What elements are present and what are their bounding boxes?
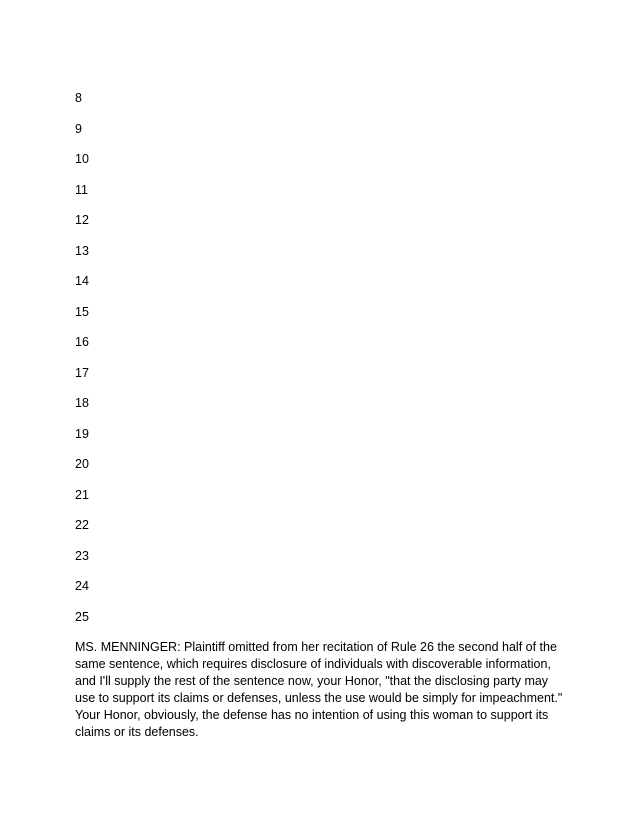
line-number: 12	[75, 213, 89, 227]
line-number: 24	[75, 579, 89, 593]
line-number: 14	[75, 274, 89, 288]
line-number: 16	[75, 335, 89, 349]
line-number: 25	[75, 609, 89, 624]
line-number: 8	[75, 91, 82, 105]
line-number: 15	[75, 304, 89, 319]
line-number: 13	[75, 243, 89, 258]
line-number: 11	[75, 182, 88, 197]
line-number: 20	[75, 457, 89, 471]
line-number: 10	[75, 152, 89, 166]
testimony-paragraph: MS. MENNINGER: Plaintiff omitted from her recitation of Rule 26 the second half of the same sentence, which requires disclosure of individuals with discoverable information, and I'll supply the rest of the sentence now, your Honor, "that the disclosing party may use to support its claims or defenses, unless the use would be simply for impeachment." Your Honor, obviously, the defense has no intention of using this woman to support its claims or its defenses.	[75, 640, 563, 739]
line-number: 22	[75, 518, 89, 532]
line-number: 21	[75, 487, 89, 502]
line-number: 18	[75, 396, 89, 410]
line-number: 19	[75, 426, 89, 441]
line-number: 17	[75, 365, 89, 380]
line-number: 23	[75, 548, 89, 563]
line-number: 9	[75, 121, 82, 136]
line-number-column	[75, 90, 89, 639]
